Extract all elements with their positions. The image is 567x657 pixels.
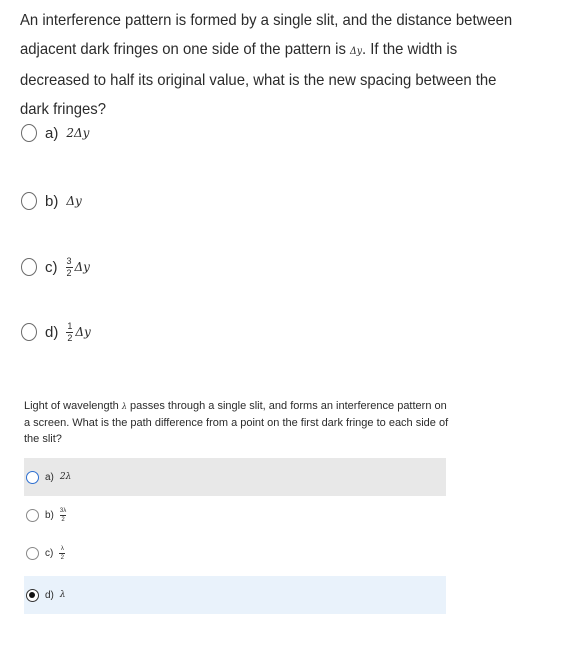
radio-button[interactable] xyxy=(26,471,39,484)
q2-option-c[interactable] xyxy=(24,534,446,572)
question-1-text-part2: . If the width is decreased to half its original value, what is the new spacing between the dark fringes? xyxy=(20,41,497,118)
question-2-symbol: λ xyxy=(121,402,127,411)
q1-option-d[interactable] xyxy=(21,317,91,347)
option-value: Δy xyxy=(74,260,90,274)
option-fraction: $\frac{3}{2}$ xyxy=(66,255,72,278)
question-2-text-part2: passes through a single slit, and forms an interference pattern on a screen. What is the path difference from a point on the first dark fringe to each side of the slit? xyxy=(24,400,449,445)
option-fraction: $\frac{\lambda}{2}$ xyxy=(60,545,65,561)
option-value: 2Δy xyxy=(66,126,90,140)
question-2-text xyxy=(24,398,449,447)
radio-button[interactable] xyxy=(21,192,37,210)
question-1-text xyxy=(20,6,518,124)
q1-option-b[interactable] xyxy=(21,186,82,216)
radio-button-selected[interactable] xyxy=(26,589,39,602)
option-label: d) xyxy=(45,323,59,341)
radio-button[interactable] xyxy=(21,323,37,341)
radio-button[interactable] xyxy=(26,547,39,560)
q1-option-c[interactable] xyxy=(21,252,90,282)
option-fraction: $\frac{1}{2}$ xyxy=(67,320,73,343)
question-1-symbol: Δy xyxy=(350,46,363,57)
question-2-text-part1: Light of wavelength xyxy=(24,400,122,412)
option-label: d) xyxy=(45,589,54,601)
option-label: a) xyxy=(45,471,54,483)
q2-option-d[interactable] xyxy=(24,576,446,614)
option-label: b) xyxy=(45,509,54,521)
radio-button[interactable] xyxy=(21,258,37,276)
radio-button[interactable] xyxy=(21,124,37,142)
q2-option-b[interactable] xyxy=(24,496,446,534)
q2-option-a[interactable] xyxy=(24,458,446,496)
q1-option-a[interactable] xyxy=(21,118,89,148)
radio-button[interactable] xyxy=(26,509,39,522)
option-value: λ xyxy=(59,590,66,600)
option-value: Δy xyxy=(75,325,91,339)
option-label: c) xyxy=(45,547,54,559)
option-label: b) xyxy=(45,192,59,210)
option-label: a) xyxy=(45,124,59,142)
option-label: c) xyxy=(45,258,58,276)
question-1-text-part1: An interference pattern is formed by a single slit, and the distance between adjacent dark fringes on one side of the pattern is xyxy=(20,12,513,58)
option-value: 2λ xyxy=(59,472,72,482)
option-fraction: $\frac{3\lambda}{2}$ xyxy=(59,507,67,523)
option-value: Δy xyxy=(66,194,82,208)
